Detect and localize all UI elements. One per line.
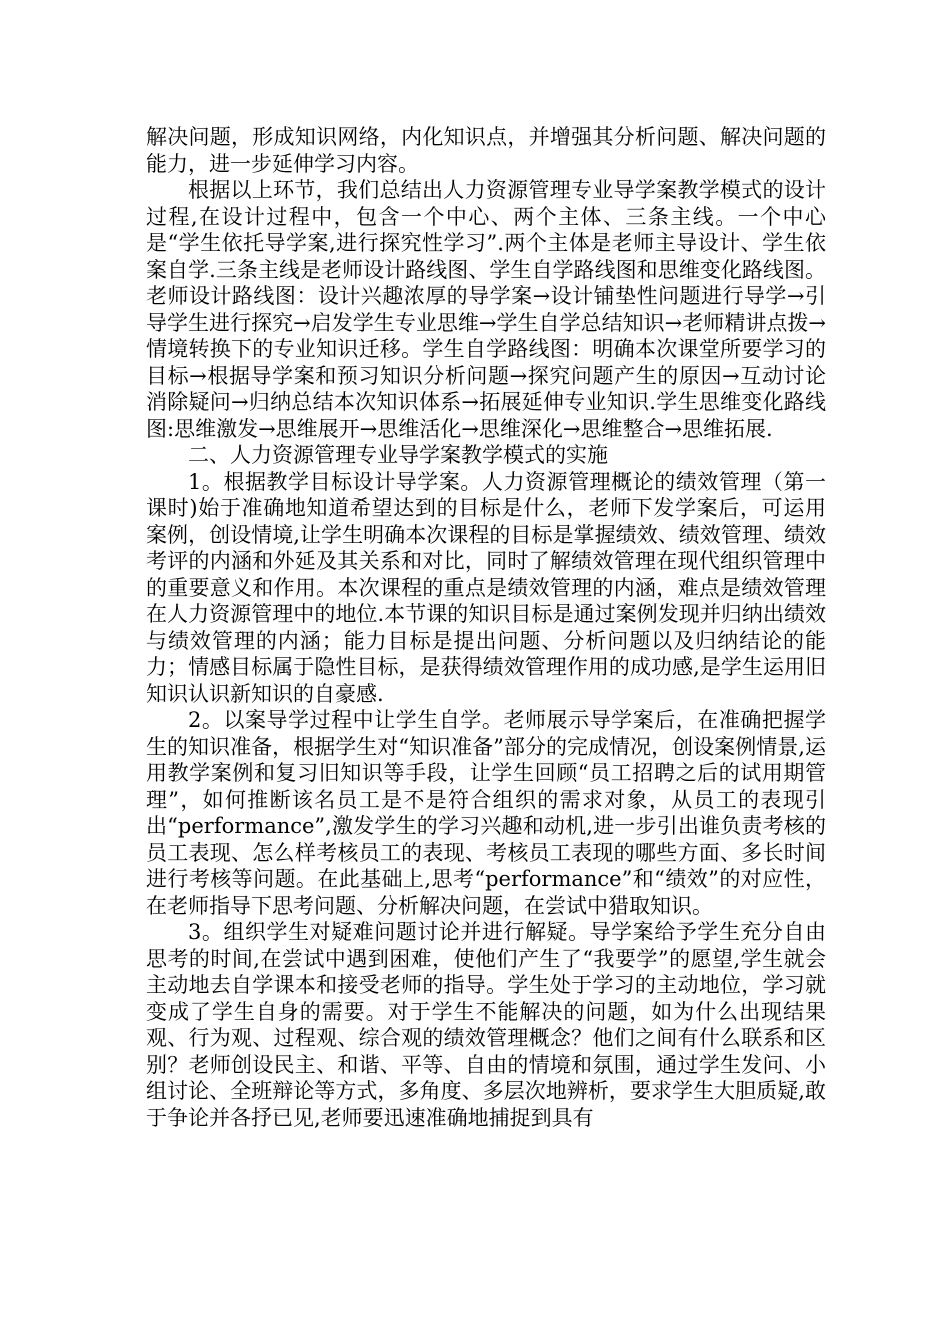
document-body	[146, 124, 826, 1131]
paragraph-1: 解决问题，形成知识网络，内化知识点，并增强其分析问题、解决问题的能力，进一步延伸学习内容。	[146, 125, 826, 176]
paragraph-4: 2。以案导学过程中让学生自学。老师展示导学案后，在准确把握学生的知识准备，根据学生对“知识准备”部分的完成情况，创设案例情景,运用教学案例和复习旧知识等手段，让学生回顾“员工招聘之后的试用期管理”，如何推断该名员工是不是符合组织的需求对象，从员工的表现引出“performance”,激发学生的学习兴趣和动机,进一步引出谁负责考核的员工表现、怎么样考核员工的表现、考核员工表现的哪些方面、多长时间进行考核等问题。在此基础上,思考“performance”和“绩效”的对应性，在老师指导下思考问题、分析解决问题，在尝试中猎取知识。	[146, 708, 826, 918]
paragraph-2: 根据以上环节，我们总结出人力资源管理专业导学案教学模式的设计过程,在设计过程中，包含一个中心、两个主体、三条主线。一个中心是“学生依托导学案,进行探究性学习”.两个主体是老师主导设计、学生依案自学.三条主线是老师设计路线图、学生自学路线图和思维变化路线图。老师设计路线图：设计兴趣浓厚的导学案→设计铺垫性问题进行导学→引导学生进行探究→启发学生专业思维→学生自学总结知识→老师精讲点拨→情境转换下的专业知识迁移。学生自学路线图：明确本次课堂所要学习的目标→根据导学案和预习知识分析问题→探究问题产生的原因→互动讨论消除疑问→归纳总结本次知识体系→拓展延伸专业知识.学生思维变化路线图:思维激发→思维展开→思维活化→思维深化→思维整合→思维拓展.	[146, 178, 826, 441]
paragraph-3: 1。根据教学目标设计导学案。人力资源管理概论的绩效管理（第一课时)始于准确地知道希望达到的目标是什么，老师下发学案后，可运用案例，创设情境,让学生明确本次课程的目标是掌握绩效、绩效管理、绩效考评的内涵和外延及其关系和对比，同时了解绩效管理在现代组织管理中的重要意义和作用。本次课程的重点是绩效管理的内涵，难点是绩效管理在人力资源管理中的地位.本节课的知识目标是通过案例发现并归纳出绩效与绩效管理的内涵；能力目标是提出问题、分析问题以及归纳结论的能力；情感目标属于隐性目标，是获得绩效管理作用的成功感,是学生运用旧知识认识新知识的自豪感.	[146, 469, 826, 706]
section-heading: 二、人力资源管理专业导学案教学模式的实施	[188, 443, 608, 467]
paragraph-5: 3。组织学生对疑难问题讨论并进行解疑。导学案给予学生充分自由思考的时间,在尝试中遇到困难，使他们产生了“我要学”的愿望,学生就会主动地去自学课本和接受老师的指导。学生处于学习的主动地位，学习就变成了学生自身的需要。对于学生不能解决的问题，如为什么出现结果观、行为观、过程观、综合观的绩效管理概念？他们之间有什么联系和区别？老师创设民主、和谐、平等、自由的情境和氛围，通过学生发问、小组讨论、全班辩论等方式，多角度、多层次地辨析，要求学生大胆质疑,敢于争论并各抒已见,老师要迅速准确地捕捉到具有	[146, 920, 826, 1130]
